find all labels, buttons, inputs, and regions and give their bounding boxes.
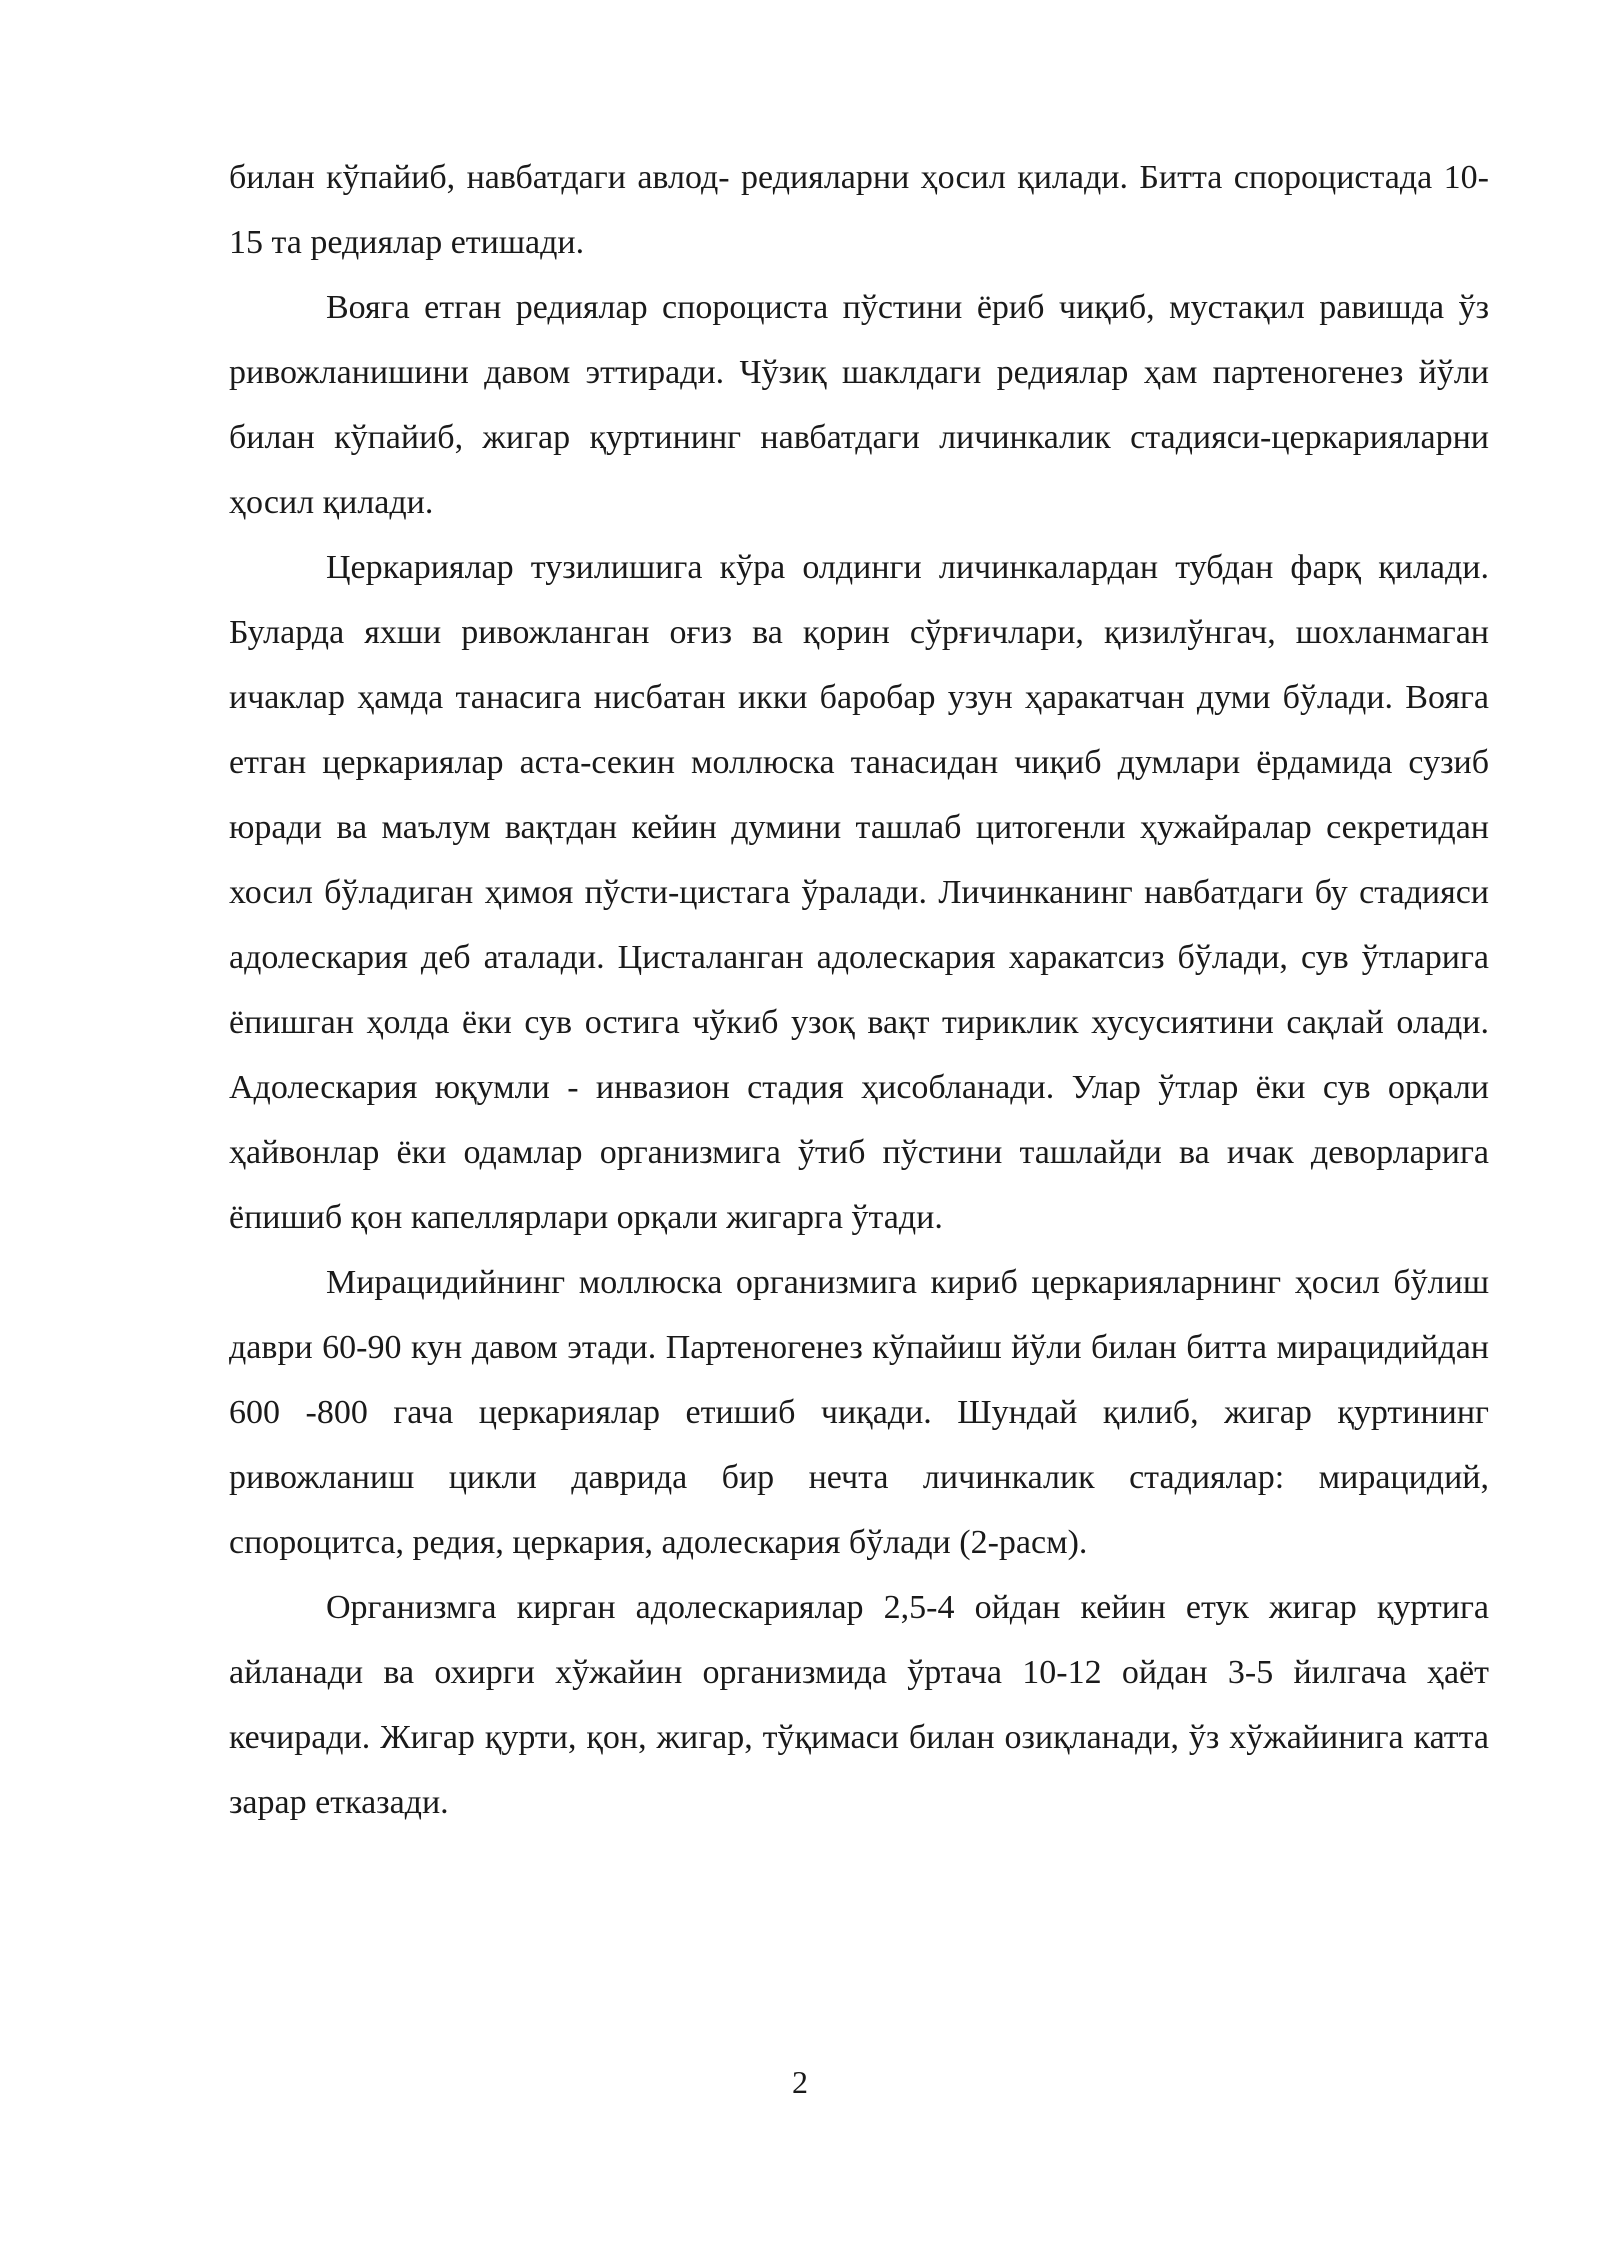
paragraph-adolescaria: Организмга кирган адолескариялар 2,5-4 ойдан кейин етук жигар қуртига айланади ва охирги хўжайин организмида ўртача 10-12 ойдан 3-5 йилгача ҳаёт кечиради. Жигар қурти, қон, жигар, тўқимаси билан озиқланади, ўз хўжайинига катта зарар етказади. xyxy=(229,1589,1489,1821)
paragraph-cercariae: Церкариялар тузилишига кўра олдинги личинкалардан тубдан фарқ қилади. Буларда яхши ривожланган оғиз ва қорин сўрғичлари, қизилўнгач, шохланмаган ичаклар ҳамда танасига нисбатан икки баробар узун ҳаракатчан думи бўлади. Вояга етган церкариялар аста-секин моллюска танасидан чиқиб думлари ёрдамида сузиб юради ва маълум вақтдан кейин думини ташлаб цитогенли ҳужайралар секретидан хосил бўладиган ҳимоя пўсти-цистага ўралади. Личинканинг навбатдаги бу стадияси адолескария деб аталади. Цисталанган адолескария харакатсиз бўлади, сув ўтларига ёпишган ҳолда ёки сув остига чўкиб узоқ вақт тириклик хусусиятини сақлай олади. Адолескария юқумли - инвазион стадия ҳисобланади. Улар ўтлар ёки сув орқали ҳайвонлар ёки одамлар организмига ўтиб пўстини ташлайди ва ичак деворларига ёпишиб қон капеллярлари орқали жигарга ўтади. xyxy=(229,549,1489,1236)
paragraph-rediae: Вояга етган редиялар спороциста пўстини ёриб чиқиб, мустақил равишда ўз ривожланишини давом эттиради. Чўзиқ шаклдаги редиялар ҳам партеногенез йўли билан кўпайиб, жигар қуртининг навбатдаги личинкалик стадияси-церкарияларни ҳосил қилади. xyxy=(229,289,1489,521)
page-number: 2 xyxy=(792,2064,808,2100)
paragraph-miracidium: Мирацидийнинг моллюска организмига кириб церкарияларнинг ҳосил бўлиш даври 60-90 кун давом этади. Партеногенез кўпайиш йўли билан битта мирацидийдан 600 -800 гача церкариялар етишиб чиқади. Шундай қилиб, жигар қуртининг ривожланиш цикли даврида бир нечта личинкалик стадиялар: мирацидий, спороцитса, редия, церкария, адолескария бўлади (2-расм). xyxy=(229,1264,1489,1561)
paragraph-continuation: билан кўпайиб, навбатдаги авлод- редияларни ҳосил қилади. Битта спороцистада 10-15 та редиялар етишади. xyxy=(229,159,1489,261)
body-text xyxy=(229,145,1489,1835)
